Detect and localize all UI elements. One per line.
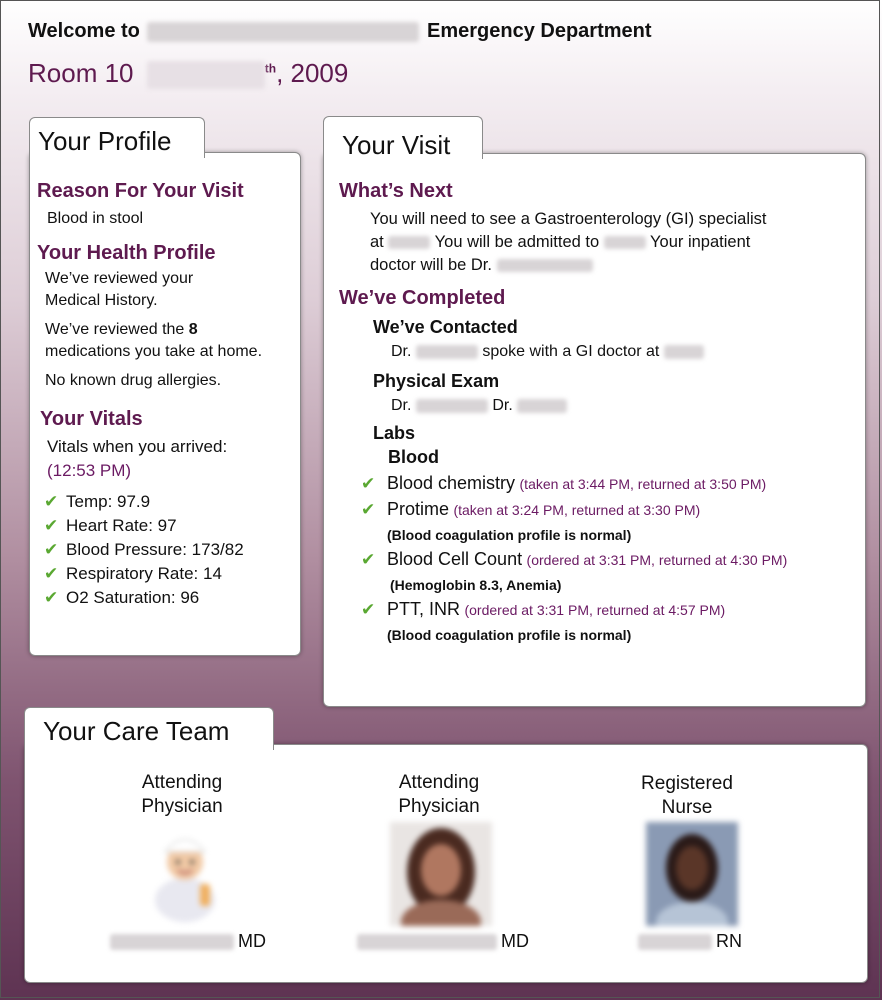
member-title-line-1: Attending (141, 772, 223, 793)
member-title-line-2: Physician (141, 796, 223, 817)
visit-tab (323, 116, 483, 159)
contacted-text (391, 341, 859, 363)
contacted-rest: spoke with a GI doctor at (482, 343, 660, 360)
date-year: , 2009 (276, 58, 349, 88)
redacted-doctor-name (497, 259, 593, 272)
health-line-2: Medical History. (45, 292, 158, 309)
redacted-member-name (638, 934, 712, 950)
nurse-photo (646, 822, 738, 926)
redacted-member-name (110, 934, 234, 950)
meds-line-1 (45, 319, 295, 341)
member-name (638, 931, 742, 952)
vital-item (44, 586, 295, 610)
vital-text: Temp: 97.9 (66, 492, 151, 511)
room-date-line (28, 58, 348, 89)
check-icon: ✔ (44, 516, 59, 535)
profile-tab-title: Your Profile (38, 126, 172, 156)
contacted-dr: Dr. (391, 343, 412, 360)
labs-heading: Labs (373, 423, 416, 443)
whats-next-text (370, 208, 859, 277)
member-title-line-2: Nurse (661, 797, 713, 818)
next-line-1: You will need to see a Gastroenterology (GI) specialist (370, 210, 767, 228)
lab-item (361, 497, 859, 523)
profile-content (37, 180, 295, 610)
lab-note: (Blood coagulation profile is normal) (387, 627, 632, 643)
visit-tab-title: Your Visit (342, 130, 451, 160)
lab-time: (taken at 3:24 PM, returned at 3:30 PM) (453, 502, 701, 518)
date-superscript: th (264, 61, 277, 76)
welcome-suffix: Emergency Department (427, 20, 652, 42)
vital-text: Blood Pressure: 173/82 (66, 540, 244, 559)
check-icon: ✔ (44, 492, 59, 511)
member-title-line-2: Physician (398, 796, 480, 817)
next-line-2-b: You will be admitted to (434, 233, 600, 251)
redacted-doctor-name (416, 399, 488, 413)
member-suffix: MD (238, 931, 266, 951)
check-icon: ✔ (361, 600, 376, 619)
vital-text: Respiratory Rate: 14 (66, 564, 222, 583)
care-team-member (82, 771, 282, 819)
vital-item (44, 538, 295, 562)
visit-content (339, 180, 859, 647)
next-line-3-text: doctor will be Dr. (370, 256, 492, 274)
care-team-tab (24, 707, 274, 750)
redacted-date (147, 61, 265, 89)
vital-item (44, 514, 295, 538)
doctor-cartoon-avatar (140, 822, 230, 922)
redacted-doctor-name (416, 345, 478, 359)
welcome-heading (28, 20, 652, 43)
meds-line-2: medications you take at home. (45, 343, 263, 360)
meds-count: 8 (188, 321, 198, 338)
vital-item (44, 562, 295, 586)
lab-time: (ordered at 3:31 PM, returned at 4:30 PM) (526, 552, 788, 568)
next-line-2-c: Your inpatient (650, 233, 751, 251)
welcome-prefix: Welcome to (28, 20, 140, 42)
redacted-member-name (357, 934, 497, 950)
exam-dr-1: Dr. (391, 397, 412, 414)
exam-text (391, 395, 859, 417)
profile-tab (29, 117, 205, 158)
reason-heading: Reason For Your Visit (37, 180, 244, 202)
vital-text: Heart Rate: 97 (66, 516, 177, 535)
lab-name: Blood chemistry (387, 473, 516, 493)
vitals-heading: Your Vitals (40, 408, 143, 430)
lab-note: (Hemoglobin 8.3, Anemia) (390, 577, 562, 593)
next-line-2 (370, 231, 859, 254)
lab-item (361, 471, 859, 497)
meds-prefix: We’ve reviewed the (45, 321, 189, 338)
redacted-hospital (664, 345, 704, 359)
completed-heading: We’ve Completed (339, 287, 506, 309)
vital-text: O2 Saturation: 96 (66, 588, 200, 607)
lab-note: (Blood coagulation profile is normal) (387, 527, 632, 543)
check-icon: ✔ (361, 550, 376, 569)
next-line-2-a: at (370, 233, 384, 251)
health-line-1: We’ve reviewed your (45, 270, 194, 287)
lab-time: (ordered at 3:31 PM, returned at 4:57 PM) (464, 602, 726, 618)
lab-time: (taken at 3:44 PM, returned at 3:50 PM) (519, 476, 767, 492)
reason-text: Blood in stool (47, 210, 144, 227)
contacted-heading: We’ve Contacted (373, 317, 518, 337)
care-team-tab-title: Your Care Team (43, 716, 230, 746)
next-line-3 (370, 254, 859, 277)
redacted-hospital (604, 236, 646, 249)
redacted-doctor-name (517, 399, 567, 413)
check-icon: ✔ (361, 474, 376, 493)
redacted-hospital (388, 236, 430, 249)
vitals-time: (12:53 PM) (47, 461, 132, 480)
physician-photo (390, 822, 492, 926)
care-team-member (587, 772, 787, 820)
lab-item (361, 547, 859, 573)
blood-heading: Blood (388, 447, 439, 467)
redacted-hospital-name (147, 22, 419, 42)
room-number: Room 10 (28, 58, 134, 88)
exam-heading: Physical Exam (373, 371, 500, 391)
lab-name: PTT, INR (387, 599, 461, 619)
member-suffix: RN (716, 931, 742, 951)
whats-next-heading: What’s Next (339, 180, 453, 202)
check-icon: ✔ (44, 588, 59, 607)
member-name (357, 931, 529, 952)
lab-item (361, 597, 859, 623)
check-icon: ✔ (361, 500, 376, 519)
labs-list (361, 471, 859, 647)
check-icon: ✔ (44, 540, 59, 559)
allergies-text: No known drug allergies. (45, 372, 222, 389)
check-icon: ✔ (44, 564, 59, 583)
health-heading: Your Health Profile (37, 242, 216, 264)
member-title-line-1: Registered (641, 773, 733, 794)
lab-name: Blood Cell Count (387, 549, 523, 569)
vitals-list (44, 490, 295, 610)
member-title-line-1: Attending (398, 772, 480, 793)
care-team-member (339, 771, 539, 819)
lab-name: Protime (387, 499, 450, 519)
vital-item (44, 490, 295, 514)
member-suffix: MD (501, 931, 529, 951)
member-name (110, 931, 266, 952)
vitals-intro: Vitals when you arrived: (47, 437, 228, 456)
exam-dr-2: Dr. (492, 397, 513, 414)
